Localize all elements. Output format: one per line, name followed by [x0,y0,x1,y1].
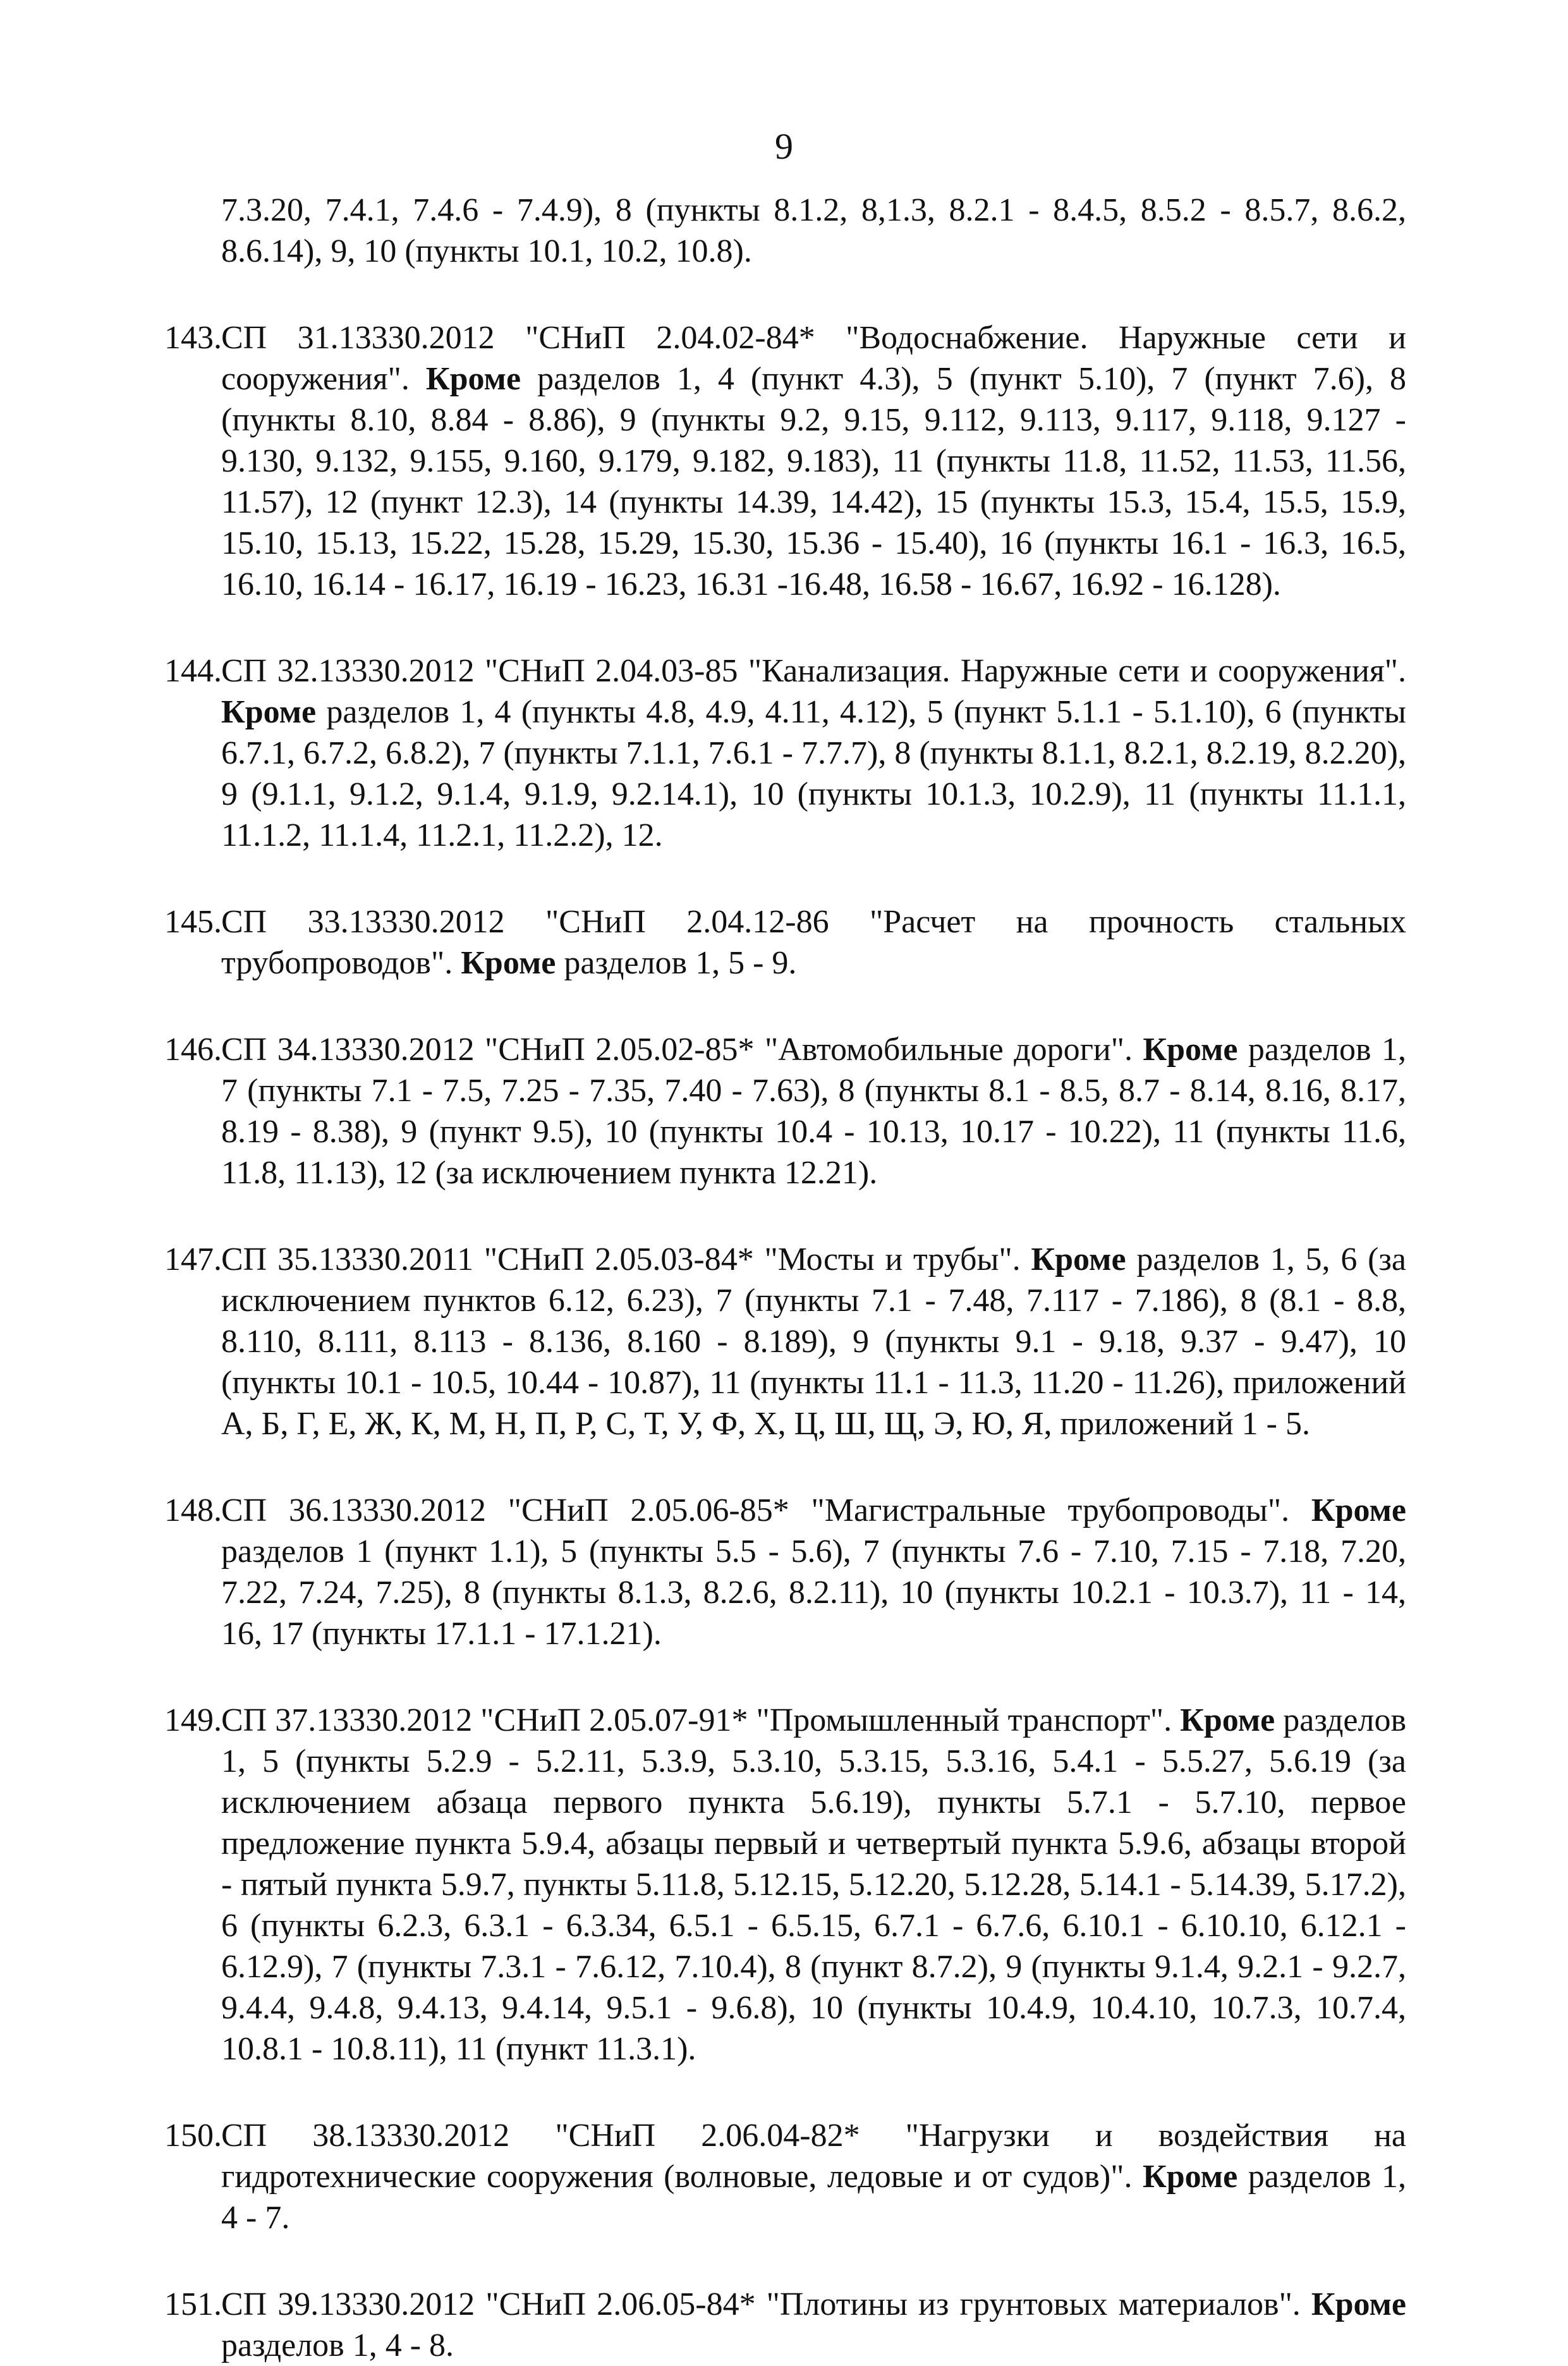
continuation-paragraph: 7.3.20, 7.4.1, 7.4.6 - 7.4.9), 8 (пункты 8.1.2, 8,1.3, 8.2.1 - 8.4.5, 8.5.2 - 8.5.7, 8.6.2, 8.6.14), 9, 10 (пункты 10.1, 10.2, 10.8). [221,192,1406,269]
item-number: 151. [164,2286,222,2322]
item-keyword: Кроме [1143,2159,1238,2195]
item-title: СП 31.13330.2012 "СНиП 2.04.02-84* "Водоснабжение. Наружные сети и сооружения". [221,320,1406,397]
item-exceptions: разделов 1, 4 - 8. [221,2327,454,2363]
item-keyword: Кроме [1031,1241,1126,1278]
item-number: 145. [164,904,222,940]
item-title: СП 34.13330.2012 "СНиП 2.05.02-85* "Автомобильные дороги". [221,1032,1133,1068]
item-title: СП 38.13330.2012 "СНиП 2.06.04-82* "Нагрузки и воздействия на гидротехнические сооружения (волновые, ледовые и от судов)". [221,2118,1406,2195]
list-item-144 [164,650,1406,856]
item-exceptions: разделов 1, 5 (пункты 5.2.9 - 5.2.11, 5.3.9, 5.3.10, 5.3.15, 5.3.16, 5.4.1 - 5.5.27, 5.6.19 (за исключением абзаца первого пункта 5.6.19), пункты 5.7.1 - 5.7.10, первое предложение пункта 5.9.4, абзацы первый и четвертый пункта 5.9.6, абзацы второй - пятый пункта 5.9.7, пункты 5.11.8, 5.12.15, 5.12.20, 5.12.28, 5.14.1 - 5.14.39, 5.17.2), 6 (пункты 6.2.3, 6.3.1 - 6.3.34, 6.5.1 - 6.5.15, 6.7.1 - 6.7.6, 6.10.1 - 6.10.10, 6.12.1 - 6.12.9), 7 (пункты 7.3.1 - 7.6.12, 7.10.4), 8 (пункт 8.7.2), 9 (пункты 9.1.4, 9.2.1 - 9.2.7, 9.4.4, 9.4.8, 9.4.13, 9.4.14, 9.5.1 - 9.6.8), 10 (пункты 10.4.9, 10.4.10, 10.7.3, 10.7.4, 10.8.1 - 10.8.11), 11 (пункт 11.3.1). [221,1702,1407,2067]
item-keyword: Кроме [461,945,556,981]
item-title: СП 36.13330.2012 "СНиП 2.05.06-85* "Магистральные трубопроводы". [221,1492,1290,1528]
item-number: 146. [164,1032,222,1068]
item-number: 147. [164,1241,222,1278]
item-keyword: Кроме [221,694,317,730]
list-item-147 [164,1239,1406,1444]
item-number: 143. [164,320,222,356]
item-title: СП 37.13330.2012 "СНиП 2.05.07-91* "Промышленный транспорт". [221,1702,1172,1738]
list-item-151 [164,2284,1406,2366]
item-keyword: Кроме [1311,2286,1407,2322]
item-exceptions: разделов 1, 4 (пункт 4.3), 5 (пункт 5.10), 7 (пункт 7.6), 8 (пункты 8.10, 8.84 - 8.86), 9 (пункты 9.2, 9.15, 9.112, 9.113, 9.117, 9.118, 9.127 - 9.130, 9.132, 9.155, 9.160, 9.179, 9.182, 9.183), 11 (пункты 11.8, 11.52, 11.53, 11.56, 11.57), 12 (пункт 12.3), 14 (пункты 14.39, 14.42), 15 (пункты 15.3, 15.4, 15.5, 15.9, 15.10, 15.13, 15.22, 15.28, 15.29, 15.30, 15.36 - 15.40), 16 (пункты 16.1 - 16.3, 16.5, 16.10, 16.14 - 16.17, 16.19 - 16.23, 16.31 -16.48, 16.58 - 16.67, 16.92 - 16.128). [221,361,1407,602]
item-exceptions: разделов 1 (пункт 1.1), 5 (пункты 5.5 - 5.6), 7 (пункты 7.6 - 7.10, 7.15 - 7.18, 7.20, 7.22, 7.24, 7.25), 8 (пункты 8.1.3, 8.2.6, 8.2.11), 10 (пункты 10.2.1 - 10.3.7), 11 - 14, 16, 17 (пункты 17.1.1 - 17.1.21). [221,1534,1406,1652]
item-number: 150. [164,2118,222,2154]
item-keyword: Кроме [1180,1702,1275,1738]
item-title: СП 33.13330.2012 "СНиП 2.04.12-86 "Расчет на прочность стальных трубопроводов". [221,904,1406,981]
item-number: 148. [164,1492,222,1528]
list-item-148 [164,1490,1406,1654]
item-title: СП 35.13330.2011 "СНиП 2.05.03-84* "Мосты и трубы". [221,1241,1021,1278]
item-exceptions: разделов 1, 7 (пункты 7.1 - 7.5, 7.25 - 7.35, 7.40 - 7.63), 8 (пункты 8.1 - 8.5, 8.7 - 8.14, 8.16, 8.17, 8.19 - 8.38), 9 (пункт 9.5), 10 (пункты 10.4 - 10.13, 10.17 - 10.22), 11 (пункты 11.6, 11.8, 11.13), 12 (за исключением пункта 12.21). [221,1032,1406,1191]
item-exceptions: разделов 1, 5, 6 (за исключением пунктов 6.12, 6.23), 7 (пункты 7.1 - 7.48, 7.117 - 7.186), 8 (8.1 - 8.8, 8.110, 8.111, 8.113 - 8.136, 8.160 - 8.189), 9 (пункты 9.1 - 9.18, 9.37 - 9.47), 10 (пункты 10.1 - 10.5, 10.44 - 10.87), 11 (пункты 11.1 - 11.3, 11.20 - 11.26), приложений А, Б, Г, Е, Ж, К, М, Н, П, Р, С, Т, У, Ф, Х, Ц, Ш, Щ, Э, Ю, Я, приложений 1 - 5. [221,1241,1407,1442]
item-number: 144. [164,653,222,689]
list-item-150 [164,2115,1406,2238]
item-keyword: Кроме [1143,1032,1238,1068]
item-number: 149. [164,1702,222,1738]
page-number: 9 [775,126,793,167]
list-item-145 [164,901,1406,984]
item-title: СП 39.13330.2012 "СНиП 2.06.05-84* "Плотины из грунтовых материалов". [221,2286,1301,2322]
list-item-146 [164,1029,1406,1193]
item-exceptions: разделов 1, 4 - 7. [221,2159,1407,2236]
item-exceptions: разделов 1, 5 - 9. [564,945,797,981]
item-exceptions: разделов 1, 4 (пункты 4.8, 4.9, 4.11, 4.12), 5 (пункт 5.1.1 - 5.1.10), 6 (пункты 6.7.1, 6.7.2, 6.8.2), 7 (пункты 7.1.1, 7.6.1 - 7.7.7), 8 (пункты 8.1.1, 8.2.1, 8.2.19, 8.2.20), 9 (9.1.1, 9.1.2, 9.1.4, 9.1.9, 9.2.14.1), 10 (пункты 10.1.3, 10.2.9), 11 (пункты 11.1.1, 11.1.2, 11.1.4, 11.2.1, 11.2.2), 12. [221,694,1406,853]
item-title: СП 32.13330.2012 "СНиП 2.04.03-85 "Канализация. Наружные сети и сооружения". [221,653,1406,689]
item-keyword: Кроме [1311,1492,1406,1528]
item-keyword: Кроме [425,361,521,397]
list-item-143 [164,317,1406,605]
list-item-149 [164,1700,1406,2070]
document-body [164,190,1406,2366]
